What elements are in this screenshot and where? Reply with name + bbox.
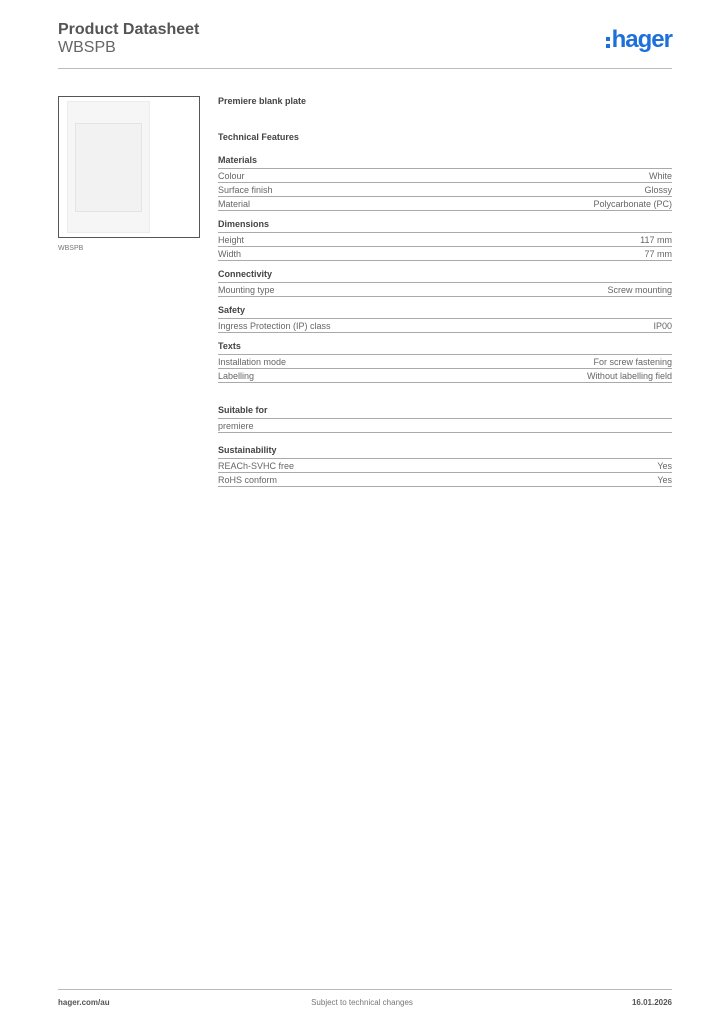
section-title: Suitable for (218, 405, 672, 419)
section-materials (218, 155, 672, 211)
technical-features-heading: Technical Features (218, 132, 299, 142)
spec-value: For screw fastening (593, 357, 672, 367)
spec-label: Mounting type (218, 285, 275, 295)
section-title: Texts (218, 341, 672, 355)
spec-value: White (648, 171, 672, 181)
section-title: Dimensions (218, 219, 672, 233)
spec-row (218, 283, 672, 297)
footer-notice: Subject to technical changes (311, 998, 413, 1007)
section-title: Sustainability (218, 445, 672, 459)
section-title: Safety (218, 305, 672, 319)
spec-value: Polycarbonate (PC) (593, 199, 672, 209)
spec-label: REACh-SVHC free (218, 461, 295, 471)
spec-label: Height (218, 235, 245, 245)
spec-label: Labelling (218, 371, 255, 381)
spec-row (218, 247, 672, 261)
product-code: WBSPB (58, 39, 116, 56)
spec-value: Screw mounting (607, 285, 672, 295)
header-divider (58, 68, 672, 69)
blank-plate-image (67, 101, 150, 233)
logo-colon-icon (606, 37, 610, 48)
spec-row (218, 183, 672, 197)
section-dimensions (218, 219, 672, 261)
spec-label: Width (218, 249, 242, 259)
spec-label: Material (218, 199, 251, 209)
spec-label: Colour (218, 171, 245, 181)
spec-row (218, 369, 672, 383)
product-name: Premiere blank plate (218, 96, 307, 106)
spec-value: Yes (657, 475, 672, 485)
section-texts (218, 341, 672, 383)
section-safety (218, 305, 672, 333)
spec-value: IP00 (653, 321, 672, 331)
section-title: Connectivity (218, 269, 672, 283)
footer-website-link[interactable]: hager.com/au (58, 998, 110, 1007)
spec-label: RoHS conform (218, 475, 278, 485)
section-sustainability (218, 445, 672, 487)
spec-label: Surface finish (218, 185, 273, 195)
spec-value: Yes (657, 461, 672, 471)
spec-value: 77 mm (644, 249, 672, 259)
spec-row (218, 169, 672, 183)
spec-row (218, 473, 672, 487)
footer-date: 16.01.2026 (631, 998, 672, 1007)
spec-label: Ingress Protection (IP) class (218, 321, 331, 331)
plate-inner-panel (75, 123, 142, 212)
spec-value: 117 mm (640, 235, 672, 245)
page-title: Product Datasheet (58, 21, 200, 38)
section-suitable-for (218, 405, 672, 433)
spec-row (218, 197, 672, 211)
footer-divider (58, 989, 672, 990)
spec-row (218, 459, 672, 473)
spec-value: Without labelling field (586, 371, 672, 381)
spec-row (218, 419, 672, 433)
spec-content (218, 96, 672, 495)
spec-label: premiere (218, 421, 254, 431)
product-image (58, 96, 200, 238)
spec-value: Glossy (644, 185, 672, 195)
logo-wordmark: hager (611, 26, 672, 53)
hager-logo (606, 28, 672, 52)
spec-row (218, 233, 672, 247)
section-title: Materials (218, 155, 672, 169)
spec-label: Installation mode (218, 357, 287, 367)
image-caption: WBSPB (58, 245, 84, 252)
spec-row (218, 319, 672, 333)
spec-row (218, 355, 672, 369)
section-connectivity (218, 269, 672, 297)
